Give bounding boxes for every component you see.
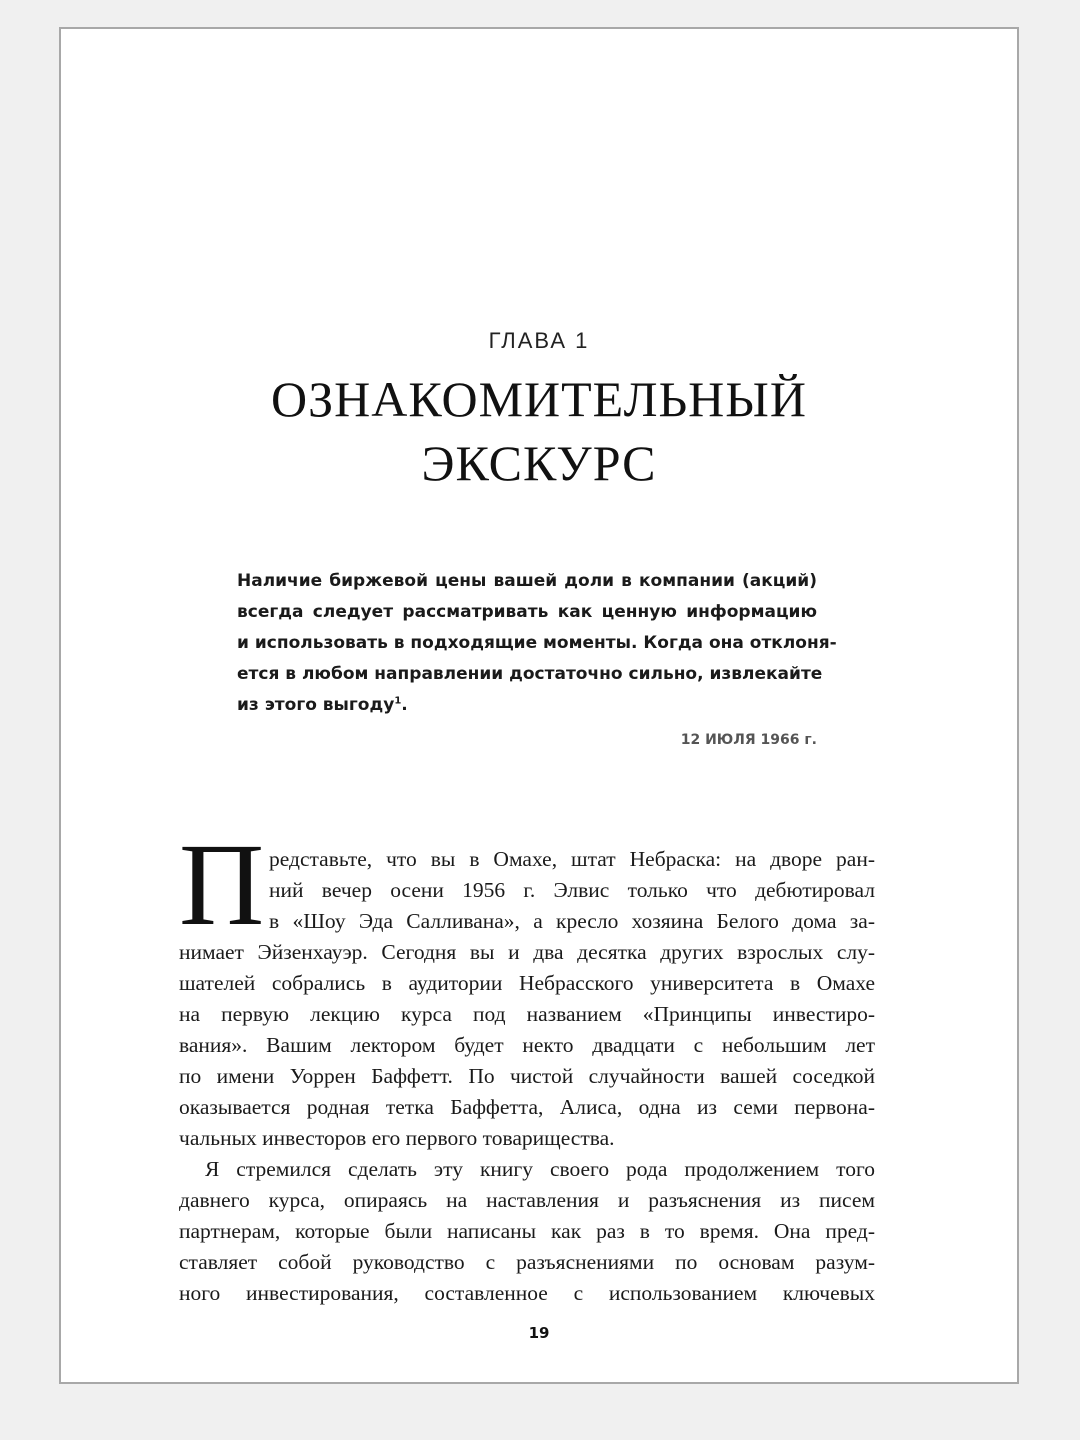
body-line: на первую лекцию курса под названием «Принципы инвестиро- <box>179 1002 875 1026</box>
epigraph-end-punct: . <box>401 695 408 715</box>
body-line: нимает Эйзенхауэр. Сегодня вы и два десятка других взрослых слу- <box>179 940 875 964</box>
epigraph-line: из этого выгоду <box>237 695 395 715</box>
epigraph-line-last <box>237 690 817 721</box>
chapter-title-line: ОЗНАКОМИТЕЛЬНЫЙ <box>270 371 808 427</box>
body-line: чальных инвесторов его первого товарищества. <box>179 1126 615 1150</box>
body-line: ставляет собой руководство с разъяснениями по основам разум- <box>179 1250 875 1274</box>
epigraph-line: ется в любом направлении достаточно сильно, извлекайте <box>237 664 823 684</box>
drop-cap: П <box>179 819 265 950</box>
epigraph-line: и использовать в подходящие моменты. Когда она отклоня- <box>237 633 837 653</box>
body-line: в «Шоу Эда Салливана», а кресло хозяина Белого дома за- <box>269 909 875 933</box>
body-line: вания». Вашим лектором будет некто двадцати с небольшим лет <box>179 1033 875 1057</box>
body-line: оказывается родная тетка Баффетта, Алиса, одна из семи первона- <box>179 1095 875 1119</box>
page-number: 19 <box>528 1324 550 1342</box>
epigraph-line: всегда следует рассматривать как ценную информацию <box>237 602 817 622</box>
book-page <box>59 27 1019 1384</box>
chapter-label: ГЛАВА 1 <box>488 328 590 353</box>
body-line: шателей собрались в аудитории Небрасского университета в Омахе <box>179 971 875 995</box>
body-line: Я стремился сделать эту книгу своего рода продолжением того <box>205 1157 875 1181</box>
body-line: давнего курса, опираясь на наставления и разъяснения из писем <box>179 1188 875 1212</box>
chapter-title-line: ЭКСКУРС <box>421 435 657 491</box>
body-text <box>179 844 875 1309</box>
body-line: редставьте, что вы в Омахе, штат Небраска: на дворе ран- <box>269 847 875 871</box>
epigraph-quote <box>237 566 837 721</box>
body-line: по имени Уоррен Баффетт. По чистой случайности вашей соседкой <box>179 1064 875 1088</box>
chapter-title <box>61 367 1017 495</box>
body-line: партнерам, которые были написаны как раз в то время. Она пред- <box>179 1219 875 1243</box>
footnote-mark[interactable]: 1 <box>394 695 402 707</box>
body-line: ного инвестирования, составленное с использованием ключевых <box>179 1281 875 1305</box>
epigraph-date: 12 ИЮЛЯ 1966 г. <box>680 732 817 748</box>
epigraph-line: Наличие биржевой цены вашей доли в компании (акций) <box>237 571 817 591</box>
body-line: ний вечер осени 1956 г. Элвис только что дебютировал <box>269 878 875 902</box>
